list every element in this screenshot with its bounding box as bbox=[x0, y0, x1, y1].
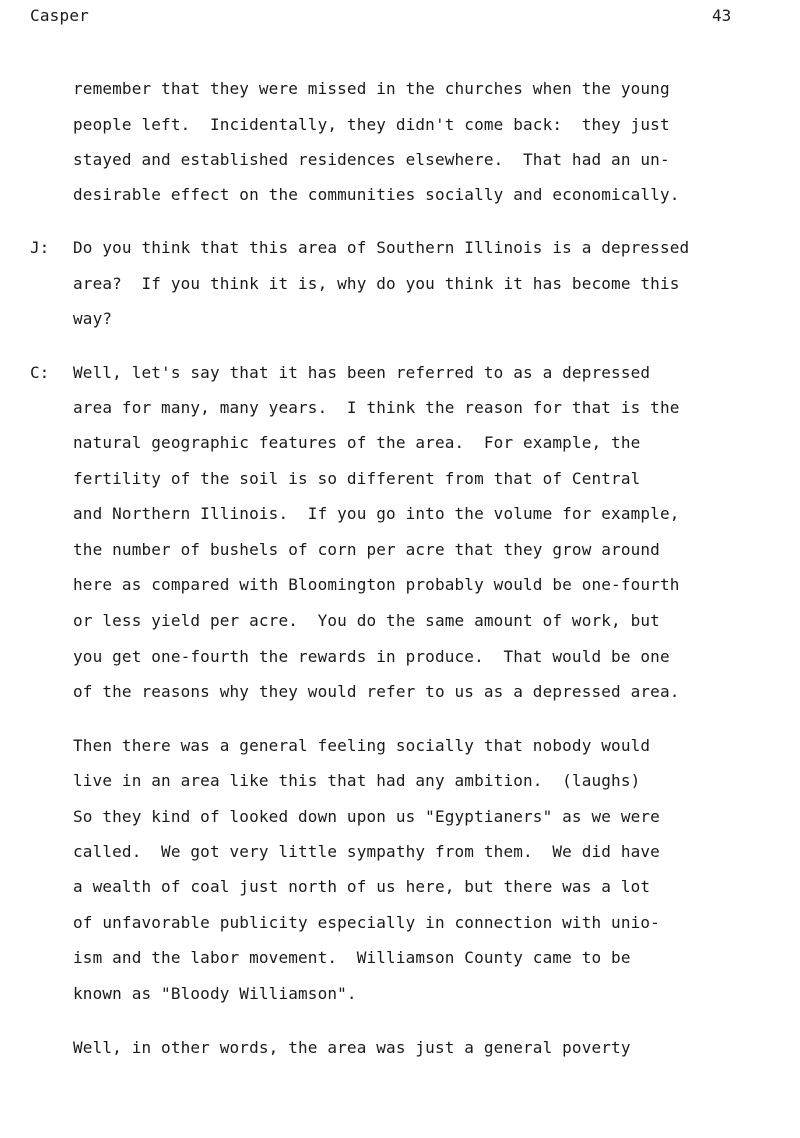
answer-line: fertility of the soil is so different from that of Central bbox=[73, 469, 641, 488]
paragraph-line: Then there was a general feeling socially that nobody would bbox=[73, 736, 651, 755]
page-header-name: Casper bbox=[30, 6, 89, 25]
paragraph-line: known as "Bloody Williamson". bbox=[73, 984, 357, 1003]
paragraph-line: So they kind of looked down upon us "Egyptianers" as we were bbox=[73, 807, 660, 826]
answer-line: Well, let's say that it has been referred to as a depressed bbox=[73, 363, 651, 382]
answer-line: of the reasons why they would refer to us as a depressed area. bbox=[73, 682, 680, 701]
answer-line: or less yield per acre. You do the same amount of work, but bbox=[73, 611, 660, 630]
speaker-label-interviewer: J: bbox=[30, 238, 50, 257]
answer-line: area for many, many years. I think the reason for that is the bbox=[73, 398, 680, 417]
paragraph-line: desirable effect on the communities socially and economically. bbox=[73, 185, 680, 204]
answer-line: the number of bushels of corn per acre that they grow around bbox=[73, 540, 660, 559]
paragraph-line: of unfavorable publicity especially in connection with unio- bbox=[73, 913, 660, 932]
paragraph-line: live in an area like this that had any ambition. (laughs) bbox=[73, 771, 641, 790]
answer-line: here as compared with Bloomington probably would be one-fourth bbox=[73, 575, 680, 594]
question-line: Do you think that this area of Southern Illinois is a depressed bbox=[73, 238, 690, 257]
paragraph-line: people left. Incidentally, they didn't come back: they just bbox=[73, 115, 670, 134]
paragraph-line: stayed and established residences elsewhere. That had an un- bbox=[73, 150, 670, 169]
answer-line: natural geographic features of the area. For example, the bbox=[73, 433, 641, 452]
answer-line: you get one-fourth the rewards in produce. That would be one bbox=[73, 647, 670, 666]
paragraph-line: remember that they were missed in the churches when the young bbox=[73, 79, 670, 98]
paragraph-line: Well, in other words, the area was just a general poverty bbox=[73, 1038, 631, 1057]
paragraph-line: ism and the labor movement. Williamson County came to be bbox=[73, 948, 631, 967]
answer-line: and Northern Illinois. If you go into the volume for example, bbox=[73, 504, 680, 523]
speaker-label-respondent: C: bbox=[30, 363, 50, 382]
paragraph-line: a wealth of coal just north of us here, but there was a lot bbox=[73, 877, 651, 896]
paragraph-line: called. We got very little sympathy from them. We did have bbox=[73, 842, 660, 861]
question-line: area? If you think it is, why do you think it has become this bbox=[73, 274, 680, 293]
question-line: way? bbox=[73, 309, 113, 328]
page-number: 43 bbox=[712, 6, 732, 25]
